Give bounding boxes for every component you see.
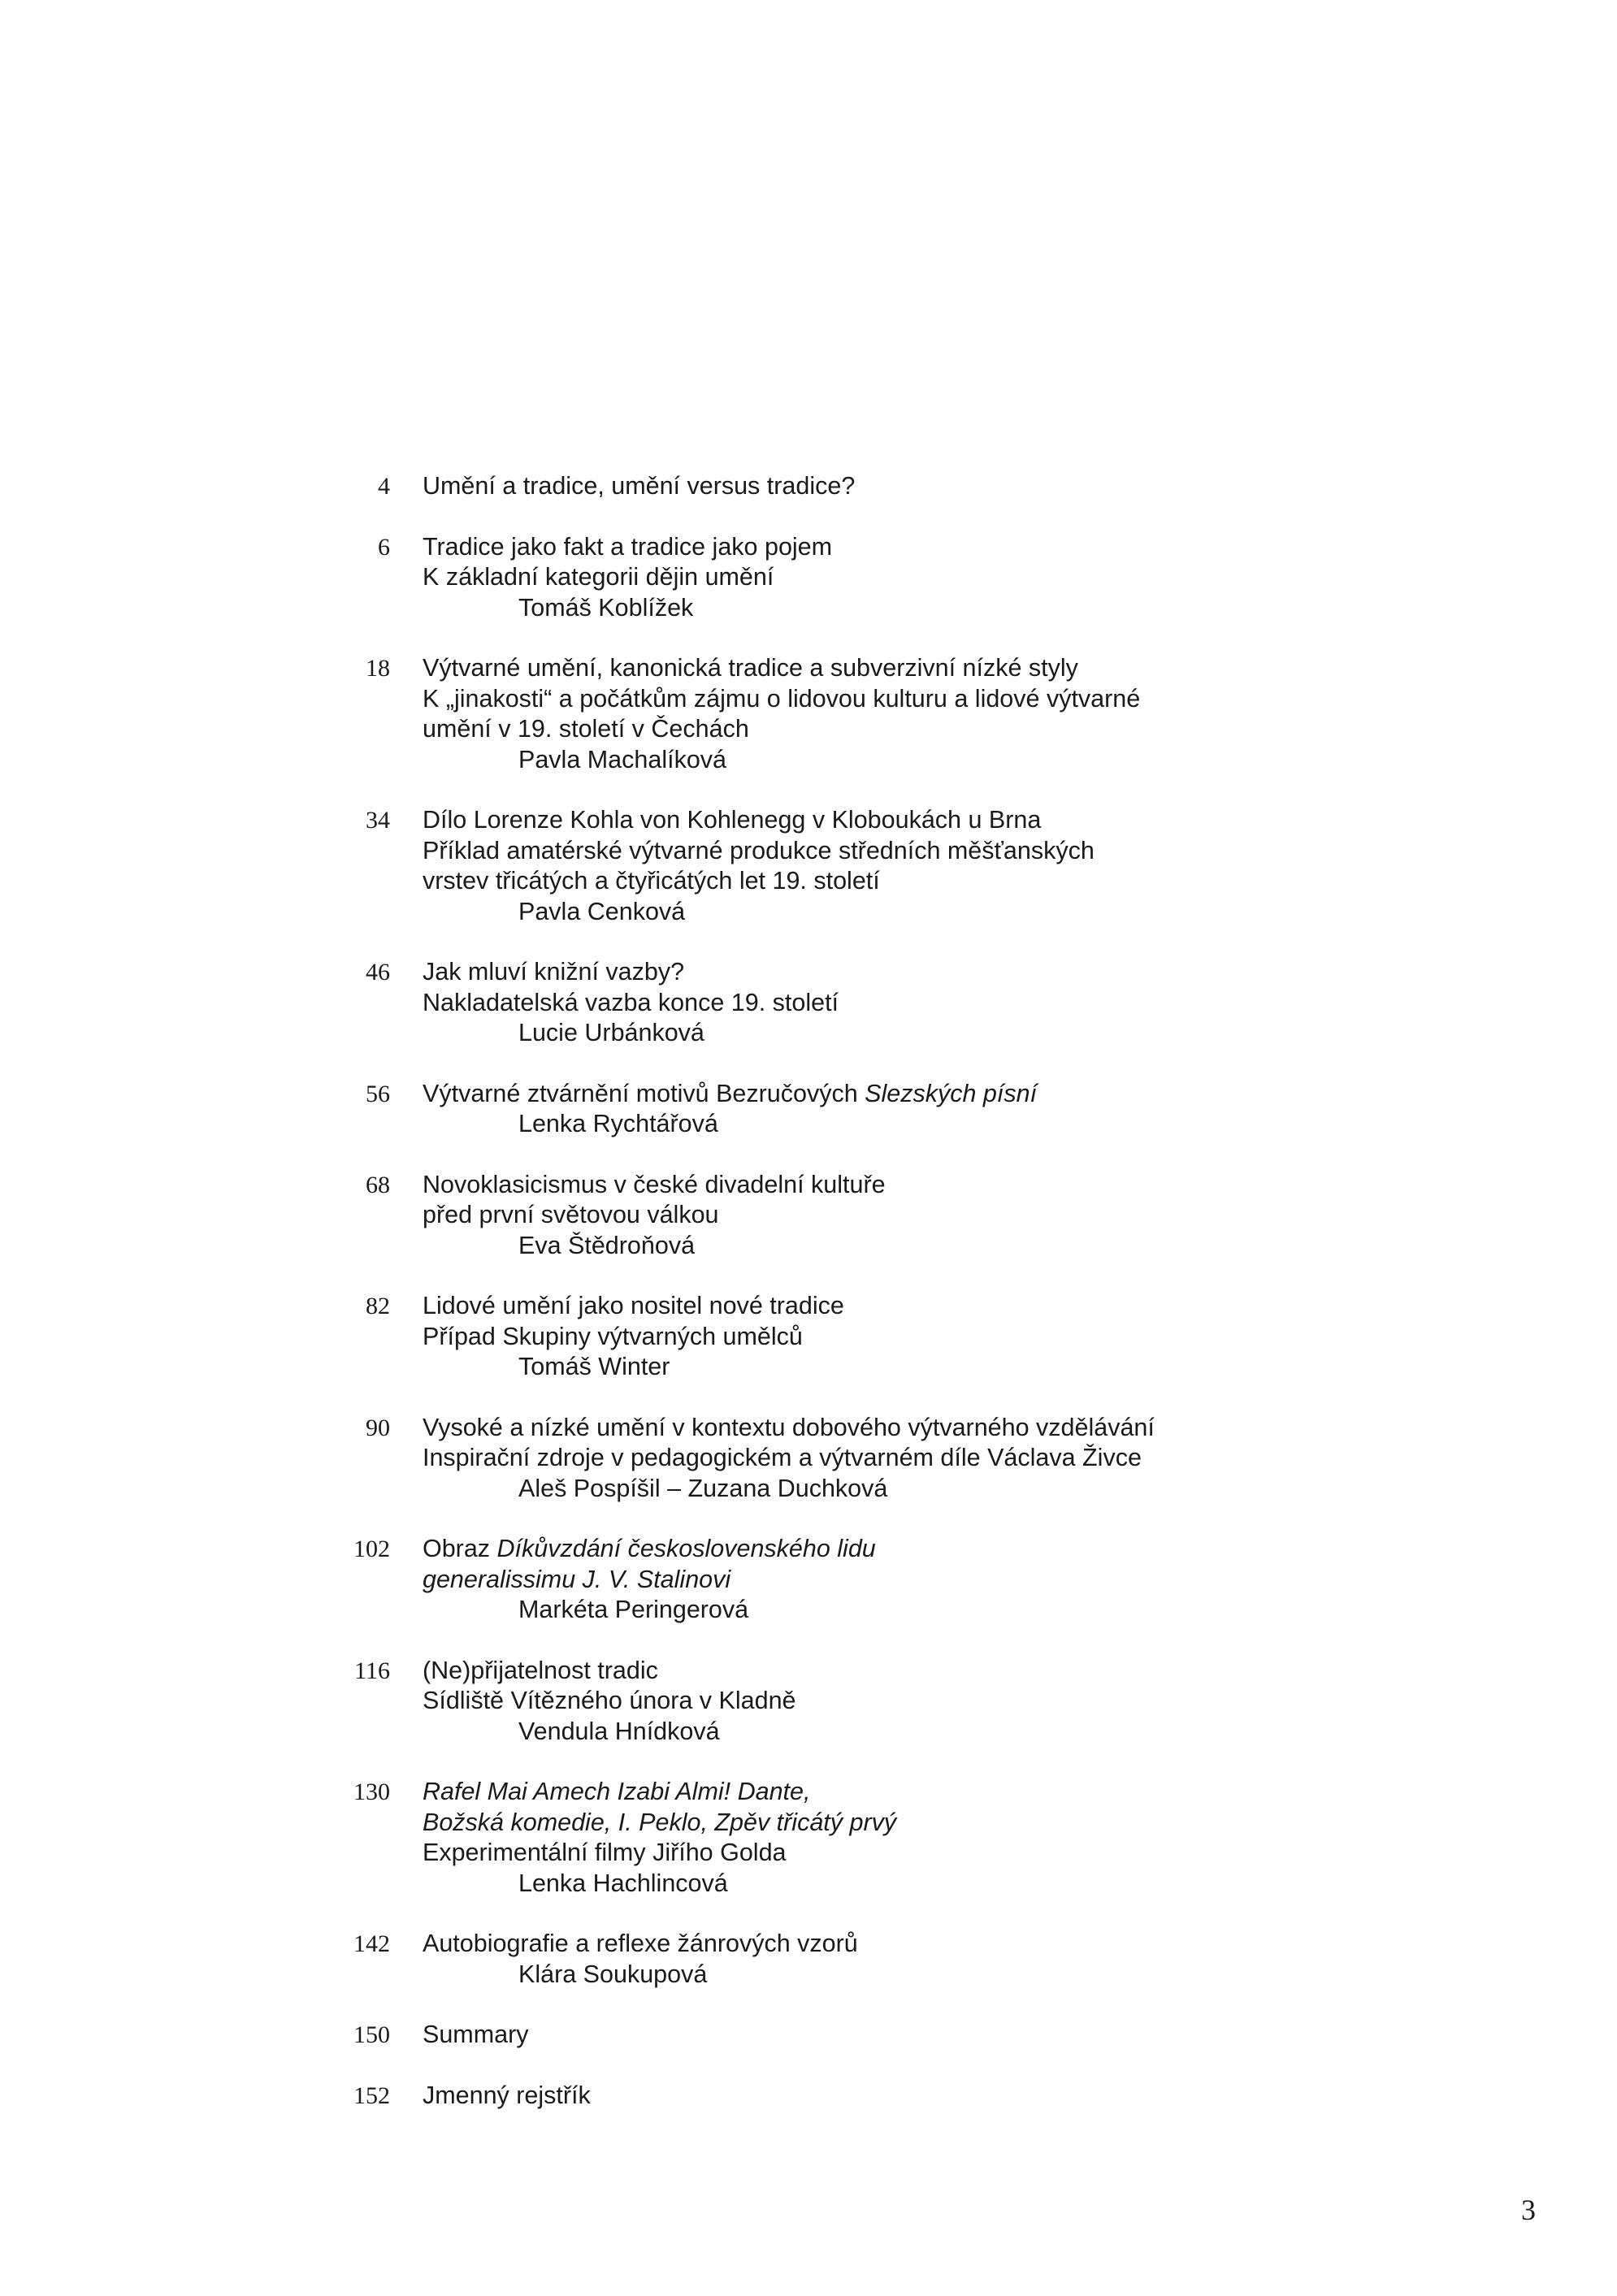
italic-text: Díkůvzdání československého lidu — [496, 1535, 876, 1562]
toc-author: Pavla Cenková — [518, 897, 686, 925]
text: Výtvarné umění, kanonická tradice a subverzivní nízké styly — [423, 654, 1078, 682]
toc-subtitle-line — [423, 1322, 1235, 1353]
toc-entry — [0, 1929, 1617, 1990]
toc-title-line — [423, 653, 1235, 684]
toc-author: Tomáš Koblížek — [518, 593, 694, 622]
toc-page-number: 152 — [353, 2082, 390, 2109]
toc-subtitle-line — [423, 714, 1235, 745]
text: Summary — [423, 2021, 529, 2048]
text: před první světovou válkou — [423, 1201, 719, 1228]
text: vrstev třicátých a čtyřicátých let 19. století — [423, 867, 880, 895]
italic-text: Slezských písní — [865, 1079, 1038, 1107]
toc-author: Markéta Peringerová — [518, 1596, 749, 1623]
toc-entry — [0, 957, 1617, 1049]
toc-entry-text — [423, 2020, 1235, 2051]
toc-subtitle-line — [423, 1443, 1235, 1474]
toc-entry-text — [423, 1929, 1235, 1990]
toc-title-line — [423, 1534, 1235, 1565]
italic-text: Božská komedie, I. Peklo, Zpěv třicátý prvý — [423, 1808, 897, 1836]
toc-subtitle-line — [423, 684, 1235, 715]
toc-entry — [0, 471, 1617, 502]
toc-title-line — [423, 471, 1235, 502]
italic-text: generalissimu J. V. Stalinovi — [423, 1565, 731, 1593]
toc-author: Aleš Pospíšil – Zuzana Duchková — [518, 1474, 888, 1502]
toc-page-number: 6 — [378, 533, 390, 561]
toc-entry-text — [423, 1291, 1235, 1383]
toc-title-line — [423, 2020, 1235, 2051]
text: Nakladatelská vazba konce 19. století — [423, 988, 839, 1016]
toc-entry — [0, 1777, 1617, 1899]
text: K základní kategorii dějin umění — [423, 563, 774, 591]
toc-author: Eva Štědroňová — [518, 1231, 696, 1259]
toc-page-number: 18 — [366, 655, 390, 682]
text: Tradice jako fakt a tradice jako pojem — [423, 532, 833, 561]
toc-title-line — [423, 1291, 1235, 1322]
text: Inspirační zdroje v pedagogickém a výtvarném díle Václava Živce — [423, 1444, 1142, 1471]
toc-title-line — [423, 1413, 1235, 1444]
toc-page-number: 4 — [378, 473, 390, 500]
text: Autobiografie a reflexe žánrových vzorů — [423, 1930, 858, 1957]
toc-entry-text — [423, 1170, 1235, 1262]
toc-entry-text — [423, 471, 1235, 502]
toc-page-number: 102 — [353, 1536, 390, 1562]
toc-subtitle-line — [423, 866, 1235, 897]
toc-entry-text — [423, 532, 1235, 624]
text: Jmenný rejstřík — [423, 2081, 591, 2109]
toc-entry-text — [423, 653, 1235, 775]
toc-page-number: 68 — [366, 1171, 390, 1198]
text: Případ Skupiny výtvarných umělců — [423, 1322, 803, 1350]
toc-entry — [0, 2081, 1617, 2112]
toc-entry — [0, 1170, 1617, 1262]
toc-entry — [0, 1656, 1617, 1748]
text: Novoklasicismus v české divadelní kultuře — [423, 1170, 886, 1198]
toc-entry-text — [423, 805, 1235, 927]
toc-title-line — [423, 2081, 1235, 2112]
toc-page-number: 46 — [366, 959, 390, 986]
toc-author: Vendula Hnídková — [518, 1717, 720, 1745]
toc-page-number: 82 — [366, 1293, 390, 1319]
toc-page-number: 116 — [354, 1657, 390, 1684]
toc-entry — [0, 1534, 1617, 1626]
italic-text: Rafel Mai Amech Izabi Almi! Dante, — [423, 1778, 811, 1805]
toc-author: Tomáš Winter — [518, 1353, 670, 1380]
toc-page-number: 56 — [366, 1080, 390, 1107]
page-number: 3 — [1521, 2194, 1536, 2226]
toc-subtitle-line — [423, 1838, 1235, 1869]
toc-entry — [0, 532, 1617, 624]
toc-subtitle-line — [423, 1686, 1235, 1717]
toc-entry-text — [423, 1656, 1235, 1748]
toc-entry — [0, 1413, 1617, 1505]
toc-page-number: 142 — [353, 1930, 390, 1957]
toc-page-number: 90 — [366, 1414, 390, 1441]
toc-entry-text — [423, 2081, 1235, 2112]
toc-subtitle-line — [423, 1808, 1235, 1839]
toc-entry — [0, 653, 1617, 775]
toc-author: Pavla Machalíková — [518, 745, 726, 773]
toc-entry — [0, 2020, 1617, 2051]
toc-title-line — [423, 1656, 1235, 1687]
toc-title-line — [423, 1777, 1235, 1808]
toc-subtitle-line — [423, 562, 1235, 593]
toc-page-number: 34 — [366, 807, 390, 834]
text: Vysoké a nízké umění v kontextu dobového výtvarného vzdělávání — [423, 1413, 1155, 1441]
toc-title-line — [423, 1170, 1235, 1201]
toc-entry-text — [423, 957, 1235, 1049]
text: K „jinakosti“ a počátkům zájmu o lidovou kulturu a lidové výtvarné — [423, 684, 1141, 713]
toc-page-number: 130 — [353, 1778, 390, 1805]
toc-subtitle-line — [423, 988, 1235, 1019]
toc-title-line — [423, 805, 1235, 836]
text: Obraz — [423, 1535, 497, 1562]
toc-title-line — [423, 1079, 1235, 1110]
toc-author: Lenka Hachlincová — [518, 1869, 728, 1897]
toc-subtitle-line — [423, 1565, 1235, 1596]
toc-title-line — [423, 1929, 1235, 1960]
text: Výtvarné ztvárnění motivů Bezručových — [423, 1079, 865, 1107]
toc-entry-text — [423, 1079, 1235, 1140]
text: Experimentální filmy Jiřího Golda — [423, 1839, 787, 1866]
text: (Ne)přijatelnost tradic — [423, 1656, 658, 1684]
toc-page-number: 150 — [353, 2021, 390, 2048]
toc-subtitle-line — [423, 836, 1235, 867]
table-of-contents — [0, 471, 1617, 2141]
text: Dílo Lorenze Kohla von Kohlenegg v Kloboukách u Brna — [423, 806, 1042, 834]
toc-entry-text — [423, 1777, 1235, 1899]
text: Umění a tradice, umění versus tradice? — [423, 472, 856, 500]
toc-entry — [0, 1079, 1617, 1140]
toc-entry-text — [423, 1534, 1235, 1626]
toc-author: Klára Soukupová — [518, 1960, 708, 1988]
text: umění v 19. století v Čechách — [423, 715, 749, 743]
toc-entry — [0, 1291, 1617, 1383]
text: Jak mluví knižní vazby? — [423, 958, 685, 986]
toc-title-line — [423, 532, 1235, 563]
toc-author: Lucie Urbánková — [518, 1019, 704, 1046]
text: Lidové umění jako nositel nové tradice — [423, 1292, 844, 1319]
toc-title-line — [423, 957, 1235, 988]
toc-entry — [0, 805, 1617, 927]
text: Sídliště Vítězného února v Kladně — [423, 1687, 796, 1714]
toc-author: Lenka Rychtářová — [518, 1110, 718, 1137]
toc-subtitle-line — [423, 1200, 1235, 1231]
text: Příklad amatérské výtvarné produkce středních měšťanských — [423, 836, 1095, 864]
toc-entry-text — [423, 1413, 1235, 1505]
